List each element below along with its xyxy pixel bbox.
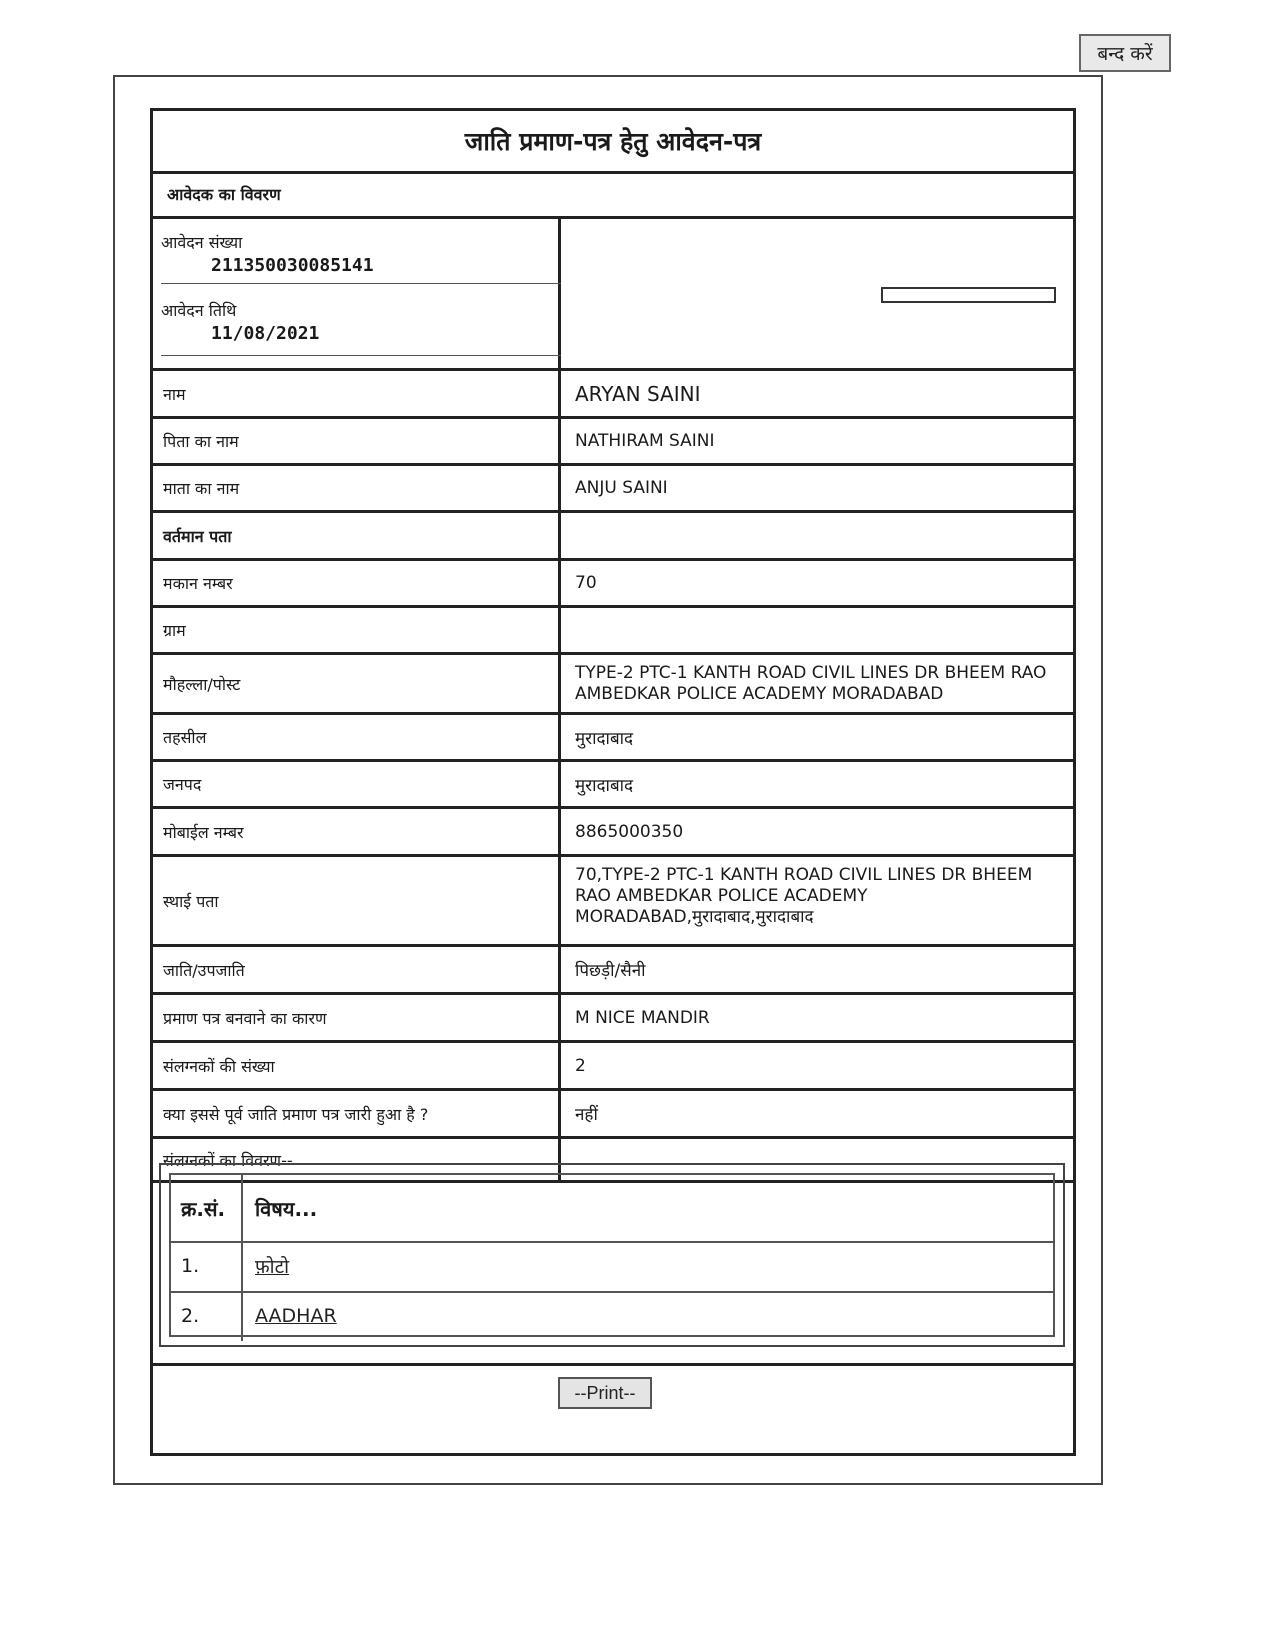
- row-value: मुरादाबाद: [575, 775, 634, 796]
- photo-placeholder: [881, 287, 1056, 303]
- row-value: मुरादाबाद: [575, 728, 634, 749]
- row-label: मकान नम्बर: [153, 561, 561, 605]
- row-value: TYPE-2 PTC-1 KANTH ROAD CIVIL LINES DR BHEEM RAO AMBEDKAR POLICE ACADEMY MORADABAD: [575, 663, 1047, 704]
- row-label: मोबाईल नम्बर: [153, 809, 561, 854]
- attachment-link-photo[interactable]: फ़ोटो: [255, 1256, 290, 1278]
- row-value: ANJU SAINI: [575, 478, 668, 498]
- row-label: जनपद: [153, 762, 561, 806]
- table-row: [153, 371, 1073, 419]
- table-row: [153, 995, 1073, 1043]
- row-label: नाम: [153, 371, 561, 416]
- details-table: [153, 371, 1073, 1183]
- table-row: [153, 857, 1073, 947]
- application-no-label: आवेदन संख्या: [161, 233, 243, 252]
- section-heading: आवेदक का विवरण: [153, 171, 1073, 219]
- row-sn: 2.: [171, 1291, 243, 1341]
- col-subject-header: विषय...: [255, 1196, 318, 1221]
- row-label: जाति/उपजाति: [153, 947, 561, 992]
- table-row: [153, 947, 1073, 995]
- row-label: तहसील: [153, 715, 561, 759]
- table-row: [171, 1241, 1053, 1293]
- table-row: [153, 715, 1073, 762]
- application-info: [153, 219, 561, 371]
- attachments-section: [159, 1163, 1065, 1347]
- row-label: प्रमाण पत्र बनवाने का कारण: [153, 995, 561, 1040]
- row-value: [561, 513, 1073, 558]
- divider: [161, 283, 561, 284]
- row-label: संलग्नकों का विवरण--: [153, 1139, 561, 1180]
- close-button[interactable]: बन्द करें: [1079, 34, 1171, 72]
- table-row: [153, 513, 1073, 561]
- row-label: वर्तमान पता: [153, 513, 561, 558]
- table-row: [153, 655, 1073, 715]
- application-no: 211350030085141: [211, 255, 374, 276]
- row-value: 2: [575, 1055, 586, 1076]
- table-header: [171, 1175, 1053, 1243]
- table-row: [153, 809, 1073, 857]
- table-row: [153, 1043, 1073, 1091]
- row-label: माता का नाम: [153, 466, 561, 510]
- row-value: नहीं: [575, 1105, 598, 1125]
- row-value: 70: [575, 573, 597, 593]
- row-label: संलग्नकों की संख्या: [153, 1043, 561, 1088]
- row-label: स्थाई पता: [153, 857, 561, 944]
- attachment-link-aadhar[interactable]: AADHAR: [255, 1305, 337, 1327]
- row-label: ग्राम: [153, 608, 561, 652]
- row-label: क्या इससे पूर्व जाति प्रमाण पत्र जारी हुआ है ?: [153, 1091, 561, 1136]
- table-row: [171, 1291, 1053, 1341]
- table-row: [153, 561, 1073, 608]
- row-value: 8865000350: [575, 821, 684, 842]
- row-value: 70,TYPE-2 PTC-1 KANTH ROAD CIVIL LINES DR BHEEM RAO AMBEDKAR POLICE ACADEMY MORADABAD,मुरादाबाद,मुरादाबाद: [575, 865, 1033, 927]
- print-button[interactable]: --Print--: [558, 1377, 652, 1409]
- row-label: मौहल्ला/पोस्ट: [153, 655, 561, 712]
- row-value: [561, 608, 1073, 652]
- row-sn: 1.: [171, 1241, 243, 1291]
- row-value: NATHIRAM SAINI: [575, 431, 715, 451]
- form-title: जाति प्रमाण-पत्र हेतु आवेदन-पत्र: [153, 111, 1073, 174]
- row-value: ARYAN SAINI: [575, 381, 701, 406]
- table-row: [153, 466, 1073, 513]
- table-row: [153, 419, 1073, 466]
- attachments-table: [169, 1173, 1055, 1337]
- row-value: पिछड़ी/सैनी: [575, 961, 646, 981]
- divider: [153, 1363, 1073, 1368]
- application-date-label: आवेदन तिथि: [161, 301, 237, 320]
- row-label: पिता का नाम: [153, 419, 561, 463]
- table-row: [153, 762, 1073, 809]
- application-form: [150, 108, 1076, 1456]
- table-row: [153, 1091, 1073, 1139]
- application-date: 11/08/2021: [211, 323, 320, 344]
- col-sn-header: क्र.सं.: [171, 1175, 243, 1241]
- row-value: M NICE MANDIR: [575, 1007, 710, 1028]
- divider: [161, 355, 561, 356]
- table-row: [153, 608, 1073, 655]
- photo-area: [561, 219, 1073, 371]
